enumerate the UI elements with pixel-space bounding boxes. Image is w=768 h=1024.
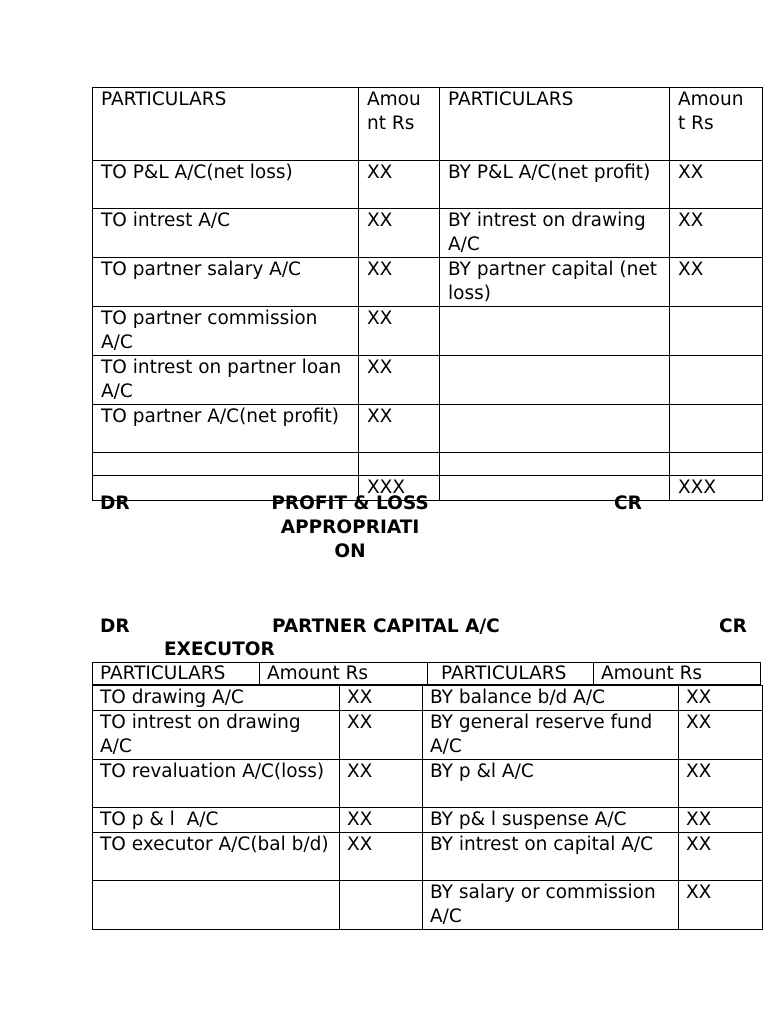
executor-subtitle: EXECUTOR [164,639,275,660]
table-row [93,209,763,258]
credit-particular [440,307,670,356]
dr-label: DR [100,493,130,514]
column-divider [593,663,594,684]
table-header-row [93,88,763,161]
credit-total: XXX [670,476,763,501]
debit-amount [340,881,423,930]
credit-amount [670,356,763,405]
debit-particular: TO executor A/C(bal b/d) [93,833,340,881]
column-divider [259,663,260,684]
partner-capital-table [92,685,763,930]
table-row [93,833,763,881]
header-particulars-right: PARTICULARS [440,88,670,161]
table-row [93,405,763,453]
pl-appropriation-title: PROFIT & LOSS APPROPRIATI ON [271,493,429,562]
partner-capital-title: PARTNER CAPITAL A/C [272,616,500,637]
partner-capital-header-row [92,662,761,685]
credit-amount: XX [679,833,763,881]
debit-particular [93,881,340,930]
debit-total: XXX [359,476,440,501]
debit-particular: TO partner commission A/C [93,307,359,356]
pl-appropriation-table [92,87,763,501]
header-amount-left: Amount Rs [267,663,369,684]
credit-amount: XX [679,760,763,808]
debit-amount: XX [340,760,423,808]
credit-particular: BY p& l suspense A/C [423,808,679,833]
credit-amount: XX [670,209,763,258]
credit-amount [670,307,763,356]
dr-label: DR [100,616,130,637]
table-row [93,808,763,833]
credit-amount: XX [679,881,763,930]
cr-label: CR [614,493,642,514]
debit-amount: XX [340,808,423,833]
empty-cell [670,453,763,476]
credit-amount: XX [670,258,763,307]
debit-amount: XX [359,258,440,307]
credit-amount: XX [679,686,763,711]
debit-amount: XX [359,307,440,356]
column-divider [427,663,428,684]
debit-amount: XX [340,711,423,760]
table-row [93,161,763,209]
debit-amount: XX [340,686,423,711]
credit-particular: BY P&L A/C(net profit) [440,161,670,209]
debit-particular: TO drawing A/C [93,686,340,711]
table-row [93,356,763,405]
table-row [93,258,763,307]
table-row [93,760,763,808]
header-particulars-right: PARTICULARS [441,663,567,684]
debit-particular: TO p & l A/C [93,808,340,833]
debit-particular: TO intrest on partner loan A/C [93,356,359,405]
credit-particular: BY intrest on capital A/C [423,833,679,881]
debit-particular: TO partner A/C(net profit) [93,405,359,453]
credit-particular: BY p &l A/C [423,760,679,808]
debit-amount: XX [359,405,440,453]
credit-amount [670,405,763,453]
empty-cell [440,453,670,476]
credit-particular: BY salary or commission A/C [423,881,679,930]
header-amount-right: Amount Rs [601,663,703,684]
credit-amount: XX [679,711,763,760]
credit-particular [440,405,670,453]
table-row [93,307,763,356]
header-amount-right: Amoun t Rs [670,88,763,161]
credit-particular: BY partner capital (net loss) [440,258,670,307]
credit-amount: XX [670,161,763,209]
empty-cell [93,453,359,476]
credit-particular: BY intrest on drawing A/C [440,209,670,258]
debit-amount: XX [359,356,440,405]
empty-row [93,453,763,476]
debit-amount: XX [340,833,423,881]
table-row [93,711,763,760]
cr-label: CR [719,616,747,637]
debit-particular: TO revaluation A/C(loss) [93,760,340,808]
debit-amount: XX [359,161,440,209]
debit-particular: TO intrest on drawing A/C [93,711,340,760]
table-row [93,686,763,711]
header-particulars-left: PARTICULARS [93,88,359,161]
credit-particular [440,356,670,405]
credit-particular: BY balance b/d A/C [423,686,679,711]
table-row [93,881,763,930]
header-amount-left: Amou nt Rs [359,88,440,161]
credit-particular: BY general reserve fund A/C [423,711,679,760]
debit-particular: TO P&L A/C(net loss) [93,161,359,209]
debit-amount: XX [359,209,440,258]
empty-cell [359,453,440,476]
credit-amount: XX [679,808,763,833]
debit-particular: TO partner salary A/C [93,258,359,307]
header-particulars-left: PARTICULARS [100,663,226,684]
debit-particular: TO intrest A/C [93,209,359,258]
